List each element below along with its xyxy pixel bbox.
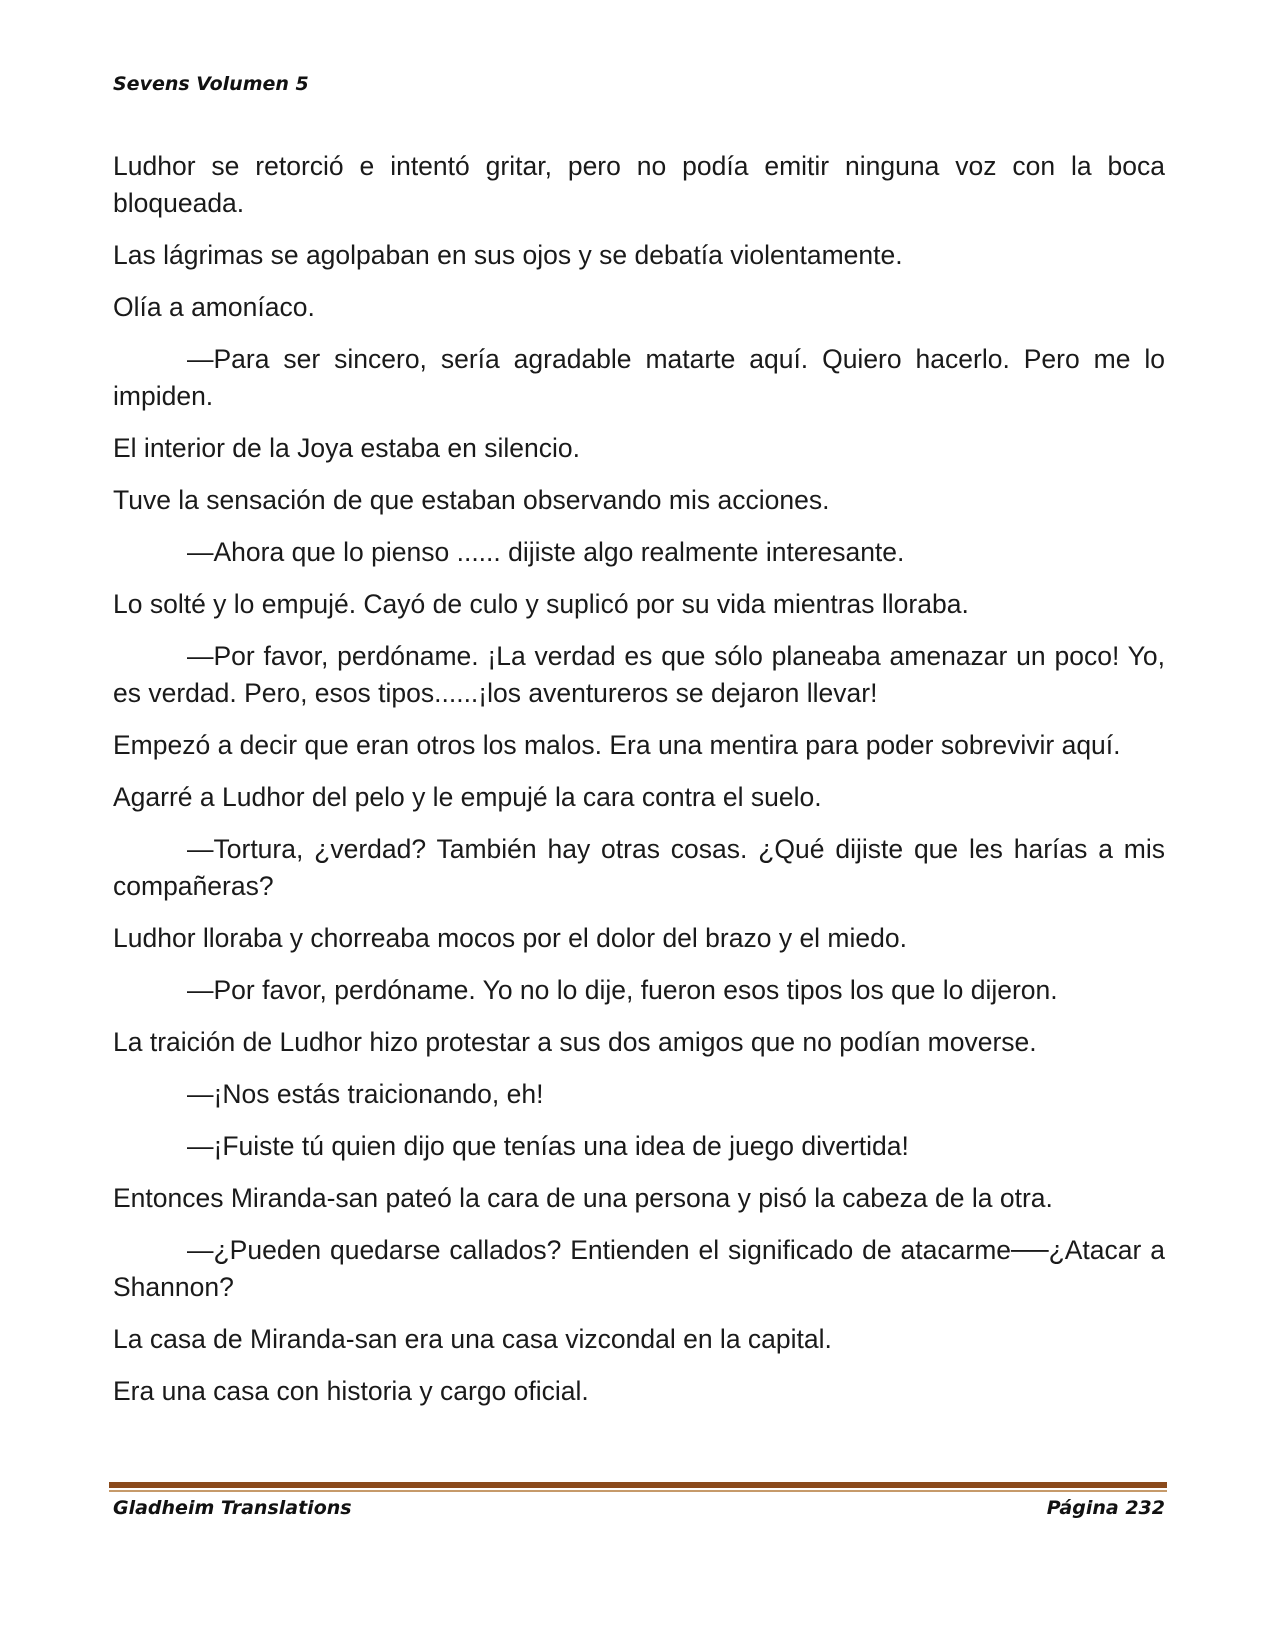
dialogue-paragraph: —¿Pueden quedarse callados? Entienden el significado de atacarme──¿Atacar a Shannon?	[113, 1235, 1165, 1302]
dialogue-paragraph: —Para ser sincero, sería agradable matarte aquí. Quiero hacerlo. Pero me lo impiden.	[113, 344, 1165, 411]
paragraph: Olía a amoníaco.	[113, 292, 315, 322]
paragraph: Las lágrimas se agolpaban en sus ojos y se debatía violentamente.	[113, 240, 903, 270]
footer-translator-name: Gladheim Translations	[113, 1497, 352, 1519]
dialogue-paragraph: —Ahora que lo pienso ...... dijiste algo realmente interesante.	[187, 537, 905, 567]
page-header-title: Sevens Volumen 5	[113, 73, 309, 95]
paragraph: Era una casa con historia y cargo oficial.	[113, 1376, 589, 1406]
footer-divider-thick	[109, 1482, 1167, 1488]
paragraph: La casa de Miranda-san era una casa vizcondal en la capital.	[113, 1324, 832, 1354]
dialogue-paragraph: —Por favor, perdóname. Yo no lo dije, fueron esos tipos los que lo dijeron.	[187, 975, 1058, 1005]
dialogue-paragraph: —Tortura, ¿verdad? También hay otras cosas. ¿Qué dijiste que les harías a mis compañeras?	[113, 834, 1165, 901]
dialogue-paragraph: —¡Nos estás traicionando, eh!	[187, 1079, 544, 1109]
paragraph: La traición de Ludhor hizo protestar a sus dos amigos que no podían moverse.	[113, 1027, 1037, 1057]
paragraph: Lo solté y lo empujé. Cayó de culo y suplicó por su vida mientras lloraba.	[113, 589, 969, 619]
paragraph: Agarré a Ludhor del pelo y le empujé la cara contra el suelo.	[113, 782, 822, 812]
dialogue-paragraph: —¡Fuiste tú quien dijo que tenías una idea de juego divertida!	[187, 1131, 909, 1161]
paragraph: El interior de la Joya estaba en silencio.	[113, 433, 580, 463]
footer-page-number: Página 232	[1046, 1497, 1165, 1519]
paragraph: Ludhor lloraba y chorreaba mocos por el dolor del brazo y el miedo.	[113, 923, 907, 953]
paragraph: Empezó a decir que eran otros los malos. Era una mentira para poder sobrevivir aquí.	[113, 730, 1121, 760]
dialogue-paragraph: —Por favor, perdóname. ¡La verdad es que sólo planeaba amenazar un poco! Yo, es verdad. Pero, esos tipos......¡los aventureros se dejaron llevar!	[113, 641, 1165, 708]
paragraph: Entonces Miranda-san pateó la cara de una persona y pisó la cabeza de la otra.	[113, 1183, 1053, 1213]
paragraph: Ludhor se retorció e intentó gritar, pero no podía emitir ninguna voz con la boca bloqueada.	[113, 151, 1165, 218]
footer-divider-thin	[109, 1490, 1167, 1492]
body-text	[113, 148, 1165, 1425]
paragraph: Tuve la sensación de que estaban observando mis acciones.	[113, 485, 830, 515]
